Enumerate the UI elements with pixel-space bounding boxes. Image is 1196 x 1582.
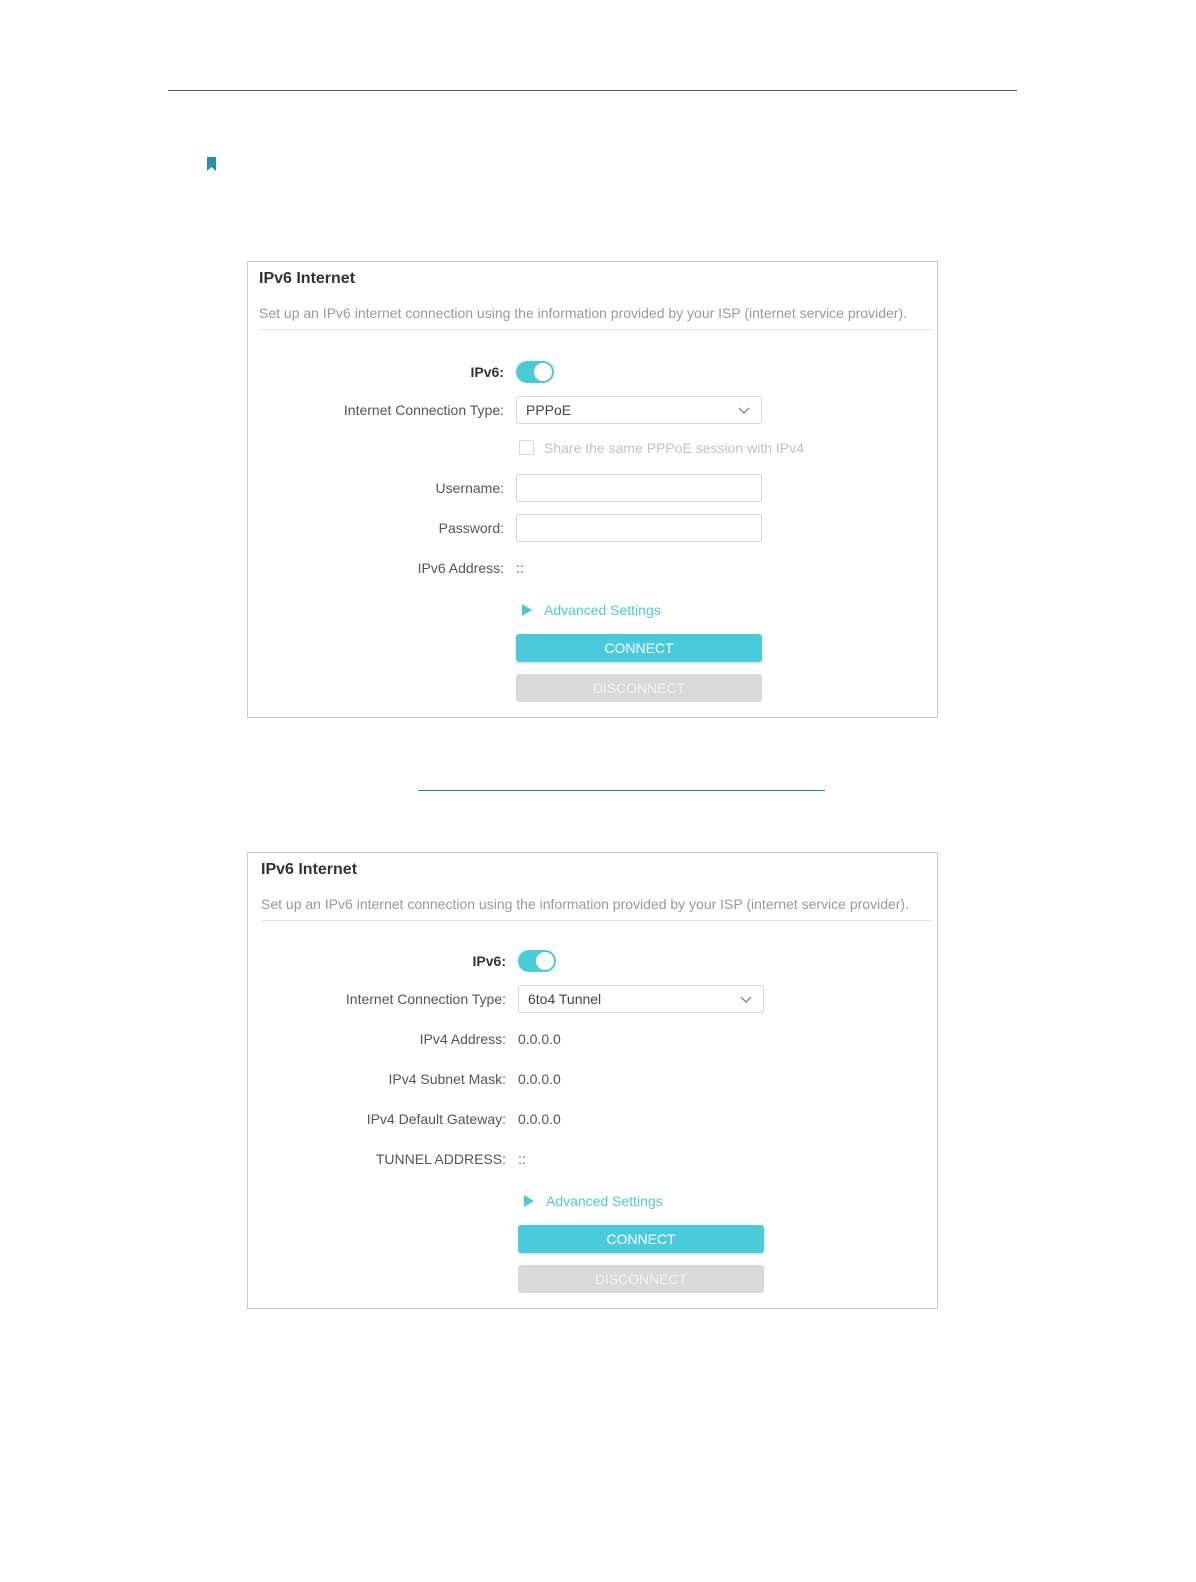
toggle-knob: [536, 952, 554, 970]
share-session-checkbox[interactable]: [519, 440, 534, 455]
password-input[interactable]: [516, 514, 762, 542]
panel-title: IPv6 Internet: [259, 270, 356, 287]
ipv6-address-value: ::: [516, 560, 524, 576]
connection-type-value: PPPoE: [526, 402, 572, 418]
ipv6-label: IPv6:: [470, 364, 504, 380]
ipv6-label: IPv6:: [472, 953, 506, 969]
ipv6-row: [248, 358, 937, 386]
username-label: Username:: [435, 480, 504, 496]
panel-title: IPv6 Internet: [261, 861, 358, 878]
bookmark-icon: [207, 157, 216, 171]
triangle-right-icon: [524, 1195, 534, 1207]
divider: [259, 329, 933, 330]
ipv4-default-gateway-row: [248, 1105, 937, 1133]
advanced-settings-row: [248, 1187, 937, 1215]
connection-type-value: 6to4 Tunnel: [528, 991, 602, 1007]
link-underline: [418, 790, 825, 791]
ipv4-address-row: [248, 1025, 937, 1053]
ipv4-default-gateway-value: 0.0.0.0: [518, 1111, 561, 1127]
advanced-settings-label: Advanced Settings: [544, 602, 661, 618]
tunnel-address-row: [248, 1145, 937, 1173]
ipv4-subnet-mask-label: IPv4 Subnet Mask:: [388, 1071, 506, 1087]
disconnect-button[interactable]: DISCONNECT: [518, 1265, 764, 1293]
password-label: Password:: [438, 520, 504, 536]
ipv6-internet-panel-pppoe: [247, 261, 938, 718]
password-row: [248, 514, 937, 542]
ipv4-subnet-mask-row: [248, 1065, 937, 1093]
ipv4-address-label: IPv4 Address:: [419, 1031, 506, 1047]
tunnel-address-label: TUNNEL ADDRESS:: [375, 1151, 506, 1167]
advanced-settings-row: [248, 596, 937, 624]
chevron-down-icon: [739, 992, 753, 1006]
connection-type-row: [248, 985, 937, 1013]
ipv4-default-gateway-label: IPv4 Default Gateway:: [366, 1111, 506, 1127]
page-header-rule: [168, 90, 1017, 91]
connect-button[interactable]: CONNECT: [518, 1225, 764, 1253]
ipv4-subnet-mask-value: 0.0.0.0: [518, 1071, 561, 1087]
connection-type-select[interactable]: [518, 985, 764, 1013]
toggle-knob: [534, 363, 552, 381]
ipv6-address-row: [248, 554, 937, 582]
ipv6-internet-panel-6to4: [247, 852, 938, 1309]
username-input[interactable]: [516, 474, 762, 502]
tunnel-address-value: ::: [518, 1151, 526, 1167]
panel-description: Set up an IPv6 internet connection using the information provided by your ISP (internet service provider).: [261, 896, 909, 912]
connection-type-label: Internet Connection Type:: [343, 402, 504, 418]
ipv6-toggle[interactable]: [516, 361, 554, 383]
connection-type-row: [248, 396, 937, 424]
ipv6-row: [248, 947, 937, 975]
ipv6-toggle[interactable]: [518, 950, 556, 972]
username-row: [248, 474, 937, 502]
share-session-row: [248, 434, 937, 462]
triangle-right-icon: [522, 604, 532, 616]
connection-type-select[interactable]: [516, 396, 762, 424]
divider: [261, 920, 933, 921]
ipv6-address-label: IPv6 Address:: [417, 560, 504, 576]
disconnect-button[interactable]: DISCONNECT: [516, 674, 762, 702]
advanced-settings-label: Advanced Settings: [546, 1193, 663, 1209]
connect-button[interactable]: CONNECT: [516, 634, 762, 662]
share-session-label: Share the same PPPoE session with IPv4: [544, 440, 804, 456]
ipv4-address-value: 0.0.0.0: [518, 1031, 561, 1047]
chevron-down-icon: [737, 403, 751, 417]
panel-description: Set up an IPv6 internet connection using the information provided by your ISP (internet service provider).: [259, 305, 907, 321]
connection-type-label: Internet Connection Type:: [345, 991, 506, 1007]
